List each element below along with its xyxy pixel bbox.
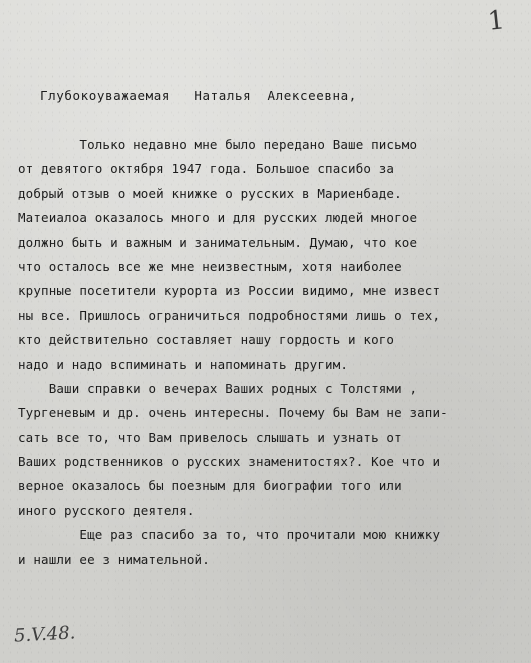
body-line: верное оказалось бы поезным для биографии того или [18,478,402,494]
body-line: сать все то, что Вам привелось слышать и узнать от [18,429,402,445]
body-line: что осталось все же мне неизвестным, хотя наиболее [18,258,402,274]
handwritten-date: 5.V.48. [13,622,76,647]
body-line: Только недавно мне было передано Ваше письмо [18,137,418,152]
body-line: должно быть и важным и занимательным. Думаю, что кое [18,234,418,250]
body-line: Тургеневым и др. очень интересны. Почему бы Вам не запи- [18,405,448,421]
body-line: Матеиалоа оказалось много и для русских людей многое [18,210,418,226]
body-line: и нашли ее з нимательной. [18,551,210,567]
body-line: кто действительно составляет нашу гордость и кого [18,332,395,348]
body-line: крупные посетители курорта из России видимо, мне извест [18,283,441,299]
body-line: от девятого октября 1947 года. Большое спасибо за [18,161,395,177]
body-line: добрый отзыв о моей книжке о русских в Мариенбаде. [18,185,402,201]
body-line: Ваши справки о вечерах Ваших родных с Толстями , [18,380,418,396]
letter-body [18,133,523,572]
page-number: 1 [486,5,507,37]
body-line: Еще раз спасибо за то, что прочитали мою книжку [18,527,441,543]
body-line: Ваших родственников о русских знаменитостях?. Кое что и [18,454,441,470]
body-line: надо и надо вспиминать и напоминать другим. [18,356,349,372]
salutation: Глубокоуважаемая Наталья Алексеевна, [40,88,357,103]
body-line: ны все. Пришлось ограничиться подробностями лишь о тех, [18,307,441,323]
body-line: иного русского деятеля. [18,502,195,518]
